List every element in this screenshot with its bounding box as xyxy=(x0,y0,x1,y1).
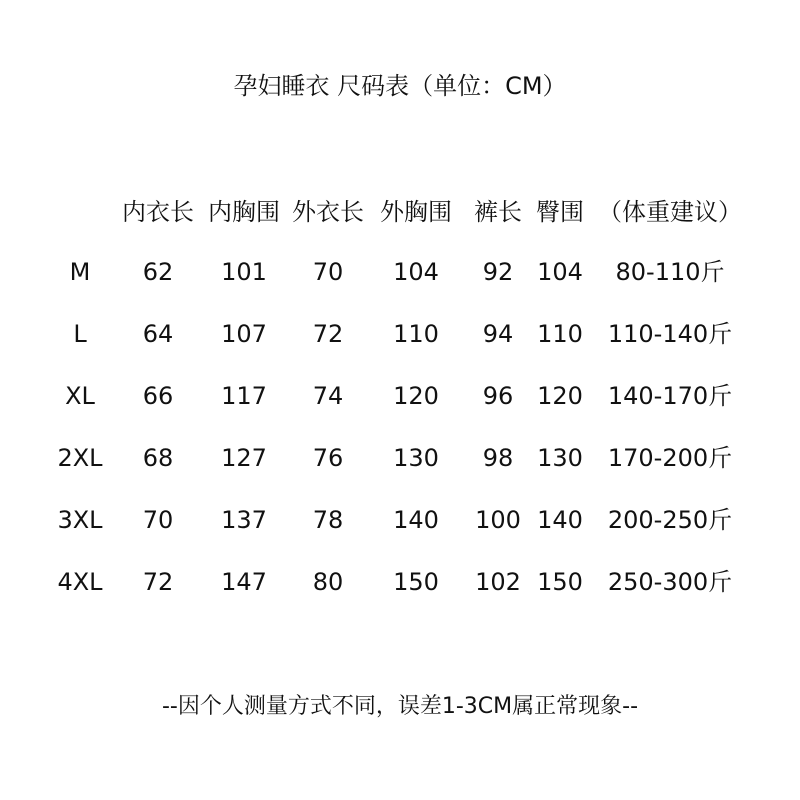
table-cell: 137 xyxy=(221,506,267,534)
table-cell: 66 xyxy=(142,382,174,410)
table-cell: 130 xyxy=(537,444,583,472)
page-title: 孕妇睡衣 尺码表（单位：CM） xyxy=(233,72,567,100)
table-cell: 110 xyxy=(393,320,439,348)
table-cell: 92 xyxy=(482,258,514,286)
table-cell: 68 xyxy=(142,444,174,472)
table-cell: 127 xyxy=(221,444,267,472)
column-header: 外衣长 xyxy=(292,198,364,226)
table-cell: 150 xyxy=(537,568,583,596)
column-header: 外胸围 xyxy=(380,198,452,226)
column-header: 裤长 xyxy=(474,198,522,226)
table-cell: 110-140斤 xyxy=(607,320,733,348)
table-cell: 120 xyxy=(537,382,583,410)
table-cell: 110 xyxy=(537,320,583,348)
size-label: 3XL xyxy=(57,506,103,534)
size-label: 4XL xyxy=(57,568,103,596)
table-cell: 104 xyxy=(537,258,583,286)
table-cell: 140 xyxy=(393,506,439,534)
size-label: XL xyxy=(65,382,95,410)
table-cell: 76 xyxy=(312,444,344,472)
table-cell: 140 xyxy=(537,506,583,534)
table-cell: 102 xyxy=(475,568,521,596)
table-cell: 80 xyxy=(312,568,344,596)
table-cell: 96 xyxy=(482,382,514,410)
table-cell: 70 xyxy=(142,506,174,534)
table-cell: 72 xyxy=(312,320,344,348)
table-cell: 130 xyxy=(393,444,439,472)
column-header: （体重建议） xyxy=(598,198,742,226)
table-cell: 64 xyxy=(142,320,174,348)
table-cell: 200-250斤 xyxy=(607,506,733,534)
size-label: L xyxy=(73,320,87,348)
table-cell: 78 xyxy=(312,506,344,534)
column-header: 内胸围 xyxy=(208,198,280,226)
size-label: 2XL xyxy=(57,444,103,472)
column-header: 内衣长 xyxy=(122,198,194,226)
table-cell: 100 xyxy=(475,506,521,534)
table-cell: 150 xyxy=(393,568,439,596)
table-cell: 80-110斤 xyxy=(615,258,725,286)
table-cell: 74 xyxy=(312,382,344,410)
table-cell: 250-300斤 xyxy=(607,568,733,596)
table-cell: 147 xyxy=(221,568,267,596)
table-cell: 101 xyxy=(221,258,267,286)
measurement-footnote: --因个人测量方式不同，误差1-3CM属正常现象-- xyxy=(161,694,639,719)
table-cell: 62 xyxy=(142,258,174,286)
table-cell: 98 xyxy=(482,444,514,472)
table-cell: 94 xyxy=(482,320,514,348)
table-cell: 170-200斤 xyxy=(607,444,733,472)
table-cell: 120 xyxy=(393,382,439,410)
table-cell: 72 xyxy=(142,568,174,596)
table-cell: 70 xyxy=(312,258,344,286)
size-label: M xyxy=(69,258,91,286)
column-header: 臀围 xyxy=(536,198,584,226)
table-cell: 107 xyxy=(221,320,267,348)
table-cell: 104 xyxy=(393,258,439,286)
table-cell: 140-170斤 xyxy=(607,382,733,410)
table-cell: 117 xyxy=(221,382,267,410)
